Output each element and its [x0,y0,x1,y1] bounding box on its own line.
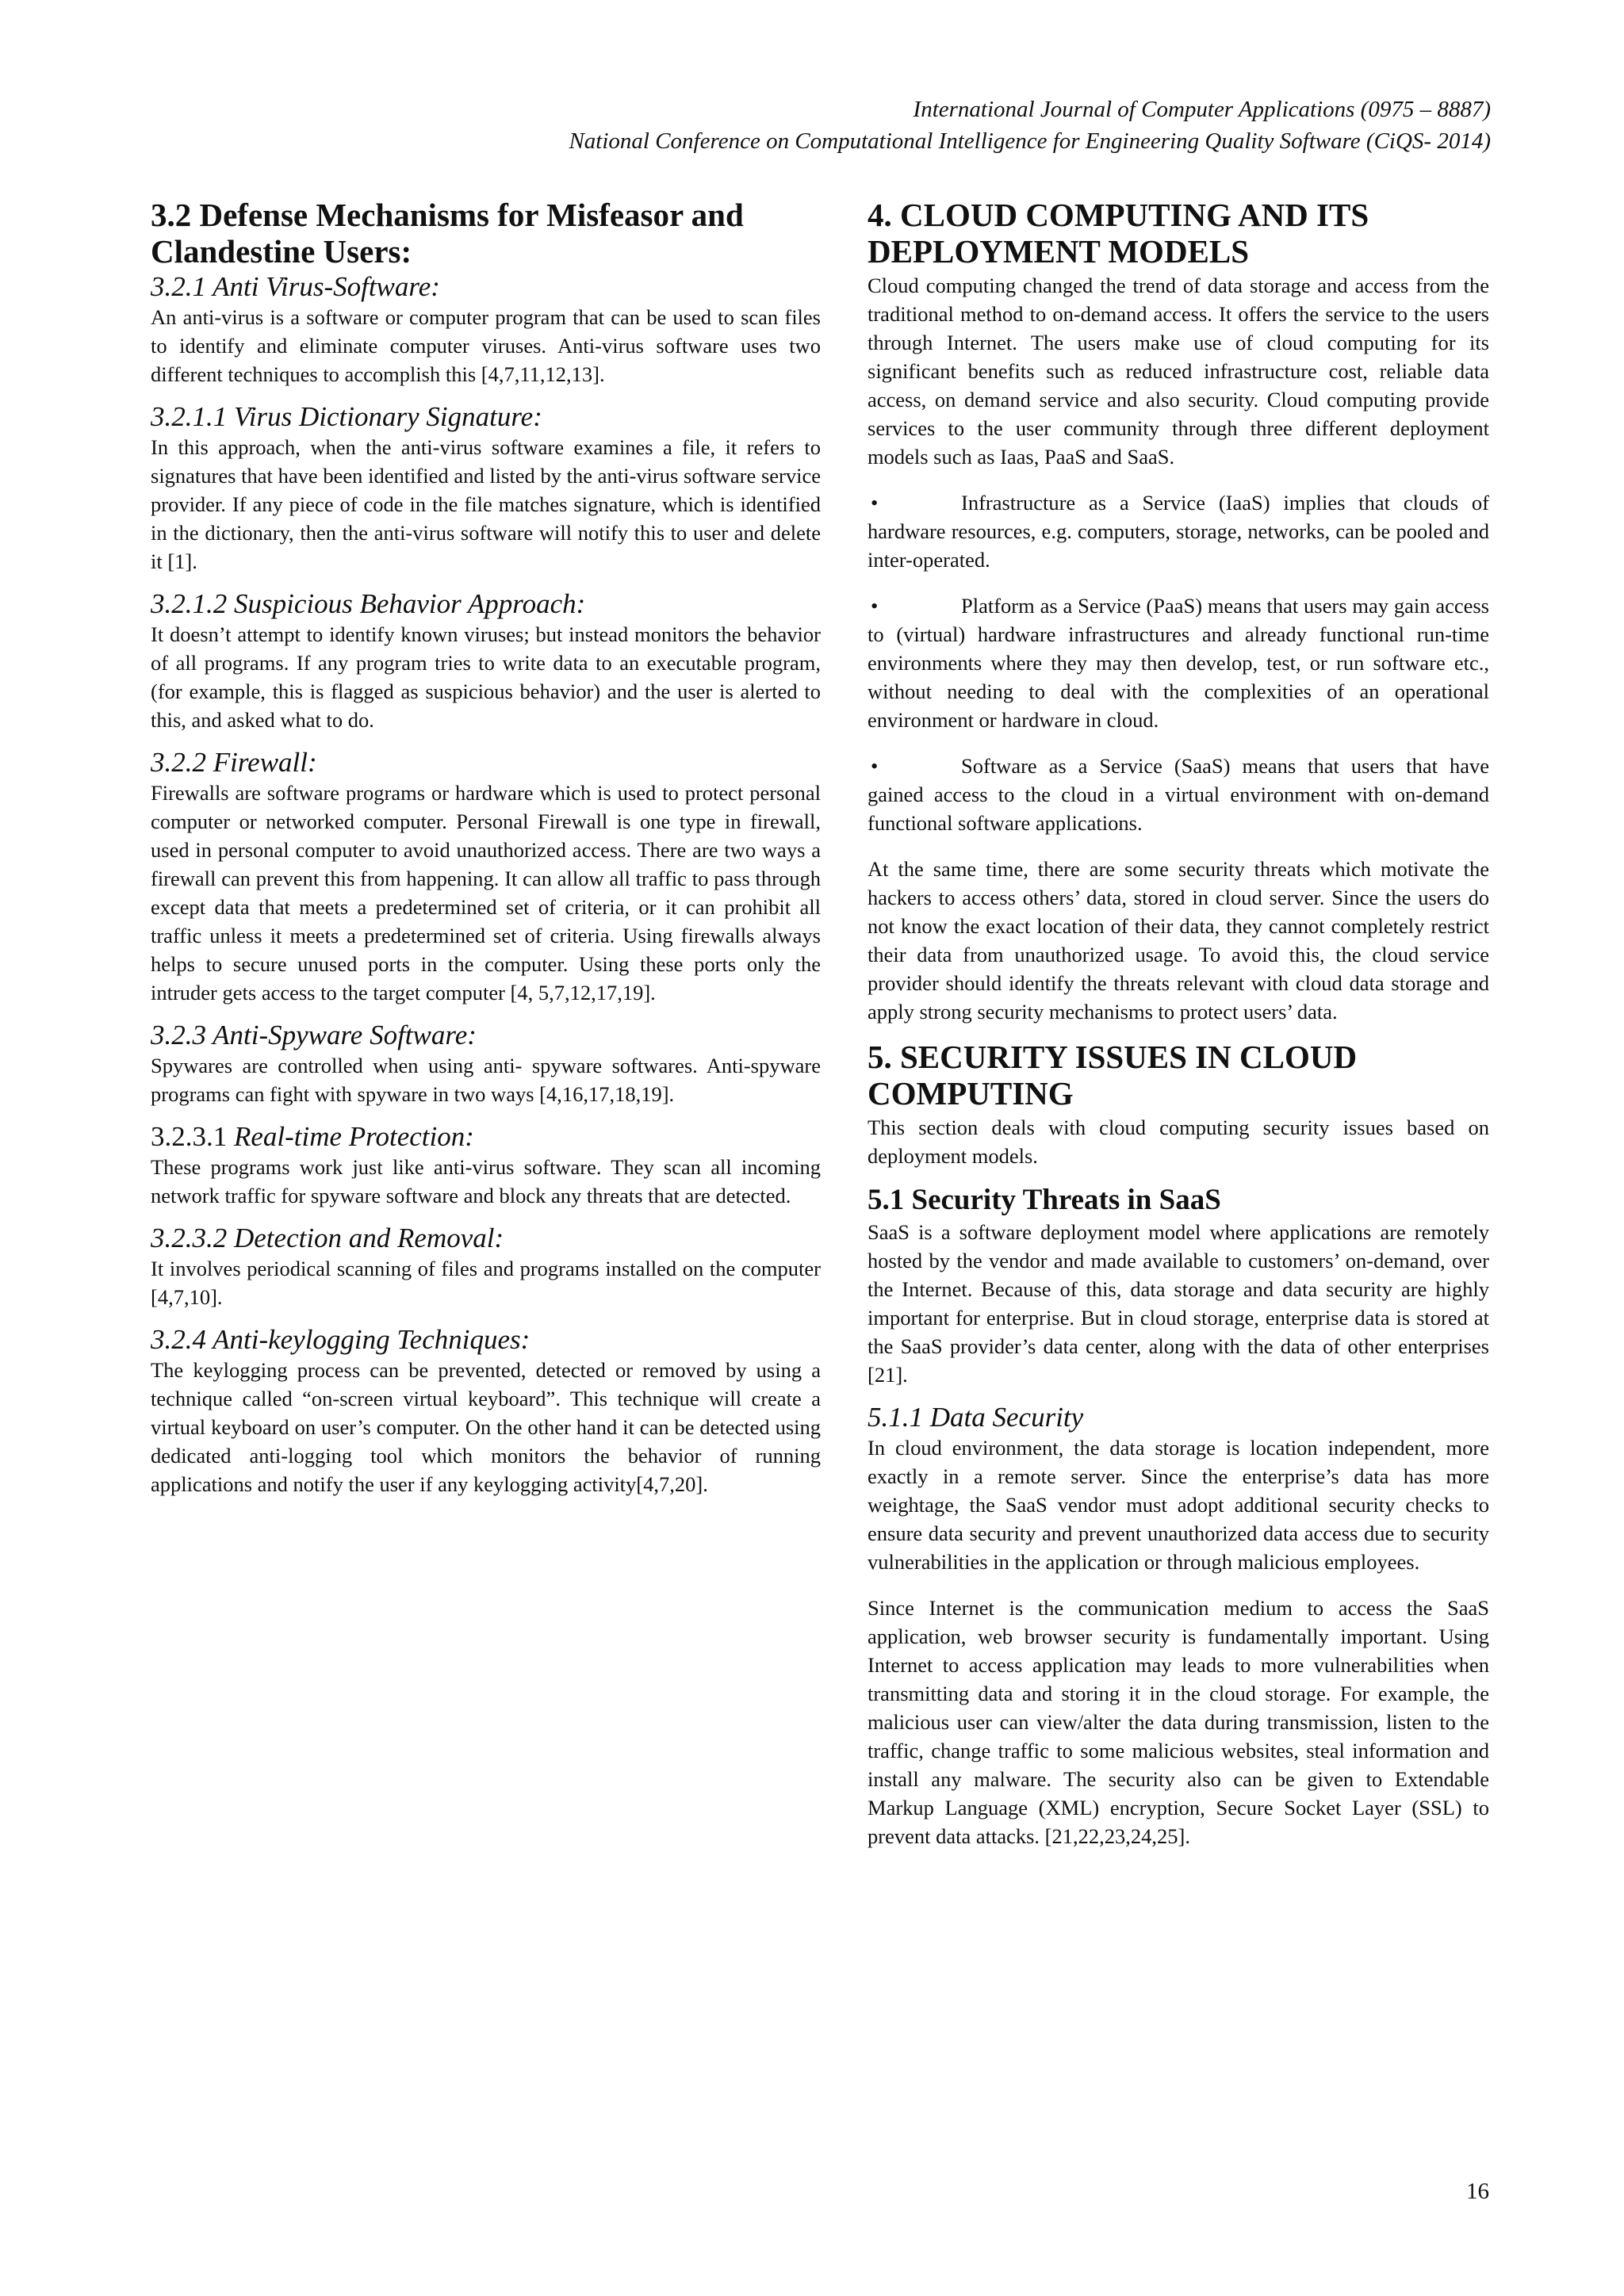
section-3-2-4-text: The keylogging process can be prevented, detected or removed by using a technique called “on-screen virtual keyboard”. This technique will create a virtual keyboard on user’s computer. On the other hand it can be detected using dedicated anti-logging tool which monitors the behavior of running applications and notify the user if any keylogging activity[4,7,20]. [151,1358,821,1496]
section-5-1-1-text: In cloud environment, the data storage is location independent, more exactly in a remote server. Since the enterprise’s data has more weightage, the SaaS vendor must adopt additional security checks to ensure data security and prevent unauthorized data access due to security vulnerabilities in the application or through malicious employees. [868,1436,1489,1574]
bullet-icon: • [871,754,879,778]
bullet-saas [868,752,1489,837]
section-3-2-2-text: Firewalls are software programs or hardware which is used to protect personal computer or networked computer. Personal Firewall is one type in firewall, used in personal computer to avoid unauthorized access. There are two ways a firewall can prevent this from happening. It can allow all traffic to pass through except data that meets a predetermined set of criteria, or it can prohibit all traffic unless it meets a predetermined set of criteria. Using firewalls always helps to secure unused ports in the computer. Using these ports only the intruder gets access to the target computer [4, 5,7,12,17,19]. [151,781,821,1004]
section-4-text: Cloud computing changed the trend of data storage and access from the traditional method to on-demand access. It offers the service to the users through Internet. The users make use of cloud computing for its significant benefits such as reduced infrastructure cost, reliable data access, on demand service and also security. Cloud computing provide services to the user community through three different deployment models such as Iaas, PaaS and SaaS. [868,274,1489,469]
section-5-1-heading: 5.1 Security Threats in SaaS [868,1184,1221,1216]
bullet-paas-text: Platform as a Service (PaaS) means that users may gain access to (virtual) hardware infrastructures and already functional run-time environments where they may then develop, test, or run software etc., without needing to deal with the complexities of an operational environment or hardware in cloud. [868,594,1489,732]
page-number: 16 [1466,2179,1489,2204]
bullet-paas [868,591,1489,734]
section-4-heading: 4. CLOUD COMPUTING AND ITS DEPLOYMENT MODELS [868,197,1369,270]
bullet-icon: • [871,491,879,515]
section-5-1-1-heading: 5.1.1 Data Security [868,1402,1084,1433]
conference-name: National Conference on Computational Intelligence for Engineering Quality Software (CiQS- 2014) [569,128,1491,154]
section-5-1-text: SaaS is a software deployment model where applications are remotely hosted by the vendor and made available to customers’ on-demand, over the Internet. Because of this, data storage and data security are highly important for enterprise. But in cloud storage, enterprise data is stored at the SaaS provider’s data center, along with the data of other enterprises [21]. [868,1220,1489,1387]
bullet-iaas [868,488,1489,574]
section-3-2-1-2-heading: 3.2.1.2 Suspicious Behavior Approach: [151,588,586,619]
section-3-2-3-1-number: 3.2.3.1 [151,1121,228,1152]
section-3-2-3-1-text: These programs work just like anti-virus software. They scan all incoming network traffic for spyware software and block any threats that are detected. [151,1155,821,1207]
section-3-2-3-text: Spywares are controlled when using anti- spyware softwares. Anti-spyware programs can fight with spyware in two ways [4,16,17,18,19]. [151,1054,821,1106]
section-5-text: This section deals with cloud computing security issues based on deployment models. [868,1115,1489,1168]
section-3-2-3-1-title: Real-time Protection: [234,1121,474,1152]
section-3-2-1-text: An anti-virus is a software or computer program that can be used to scan files to identify and eliminate computer viruses. Anti-virus software uses two different techniques to accomplish this [4,7,11,12,13]. [151,305,821,386]
section-5-1-1-text-2: Since Internet is the communication medium to access the SaaS application, web browser security is fundamentally important. Using Internet to access application may leads to more vulnerabilities when transmitting data and storing it in the cloud storage. For example, the malicious user can view/alter the data during transmission, listen to the traffic, change traffic to some malicious websites, steal information and install any malware. The security also can be given to Extendable Markup Language (XML) encryption, Secure Socket Layer (SSL) to prevent data attacks. [21,22,23,24,25]. [868,1596,1489,1848]
bullet-saas-text: Software as a Service (SaaS) means that users that have gained access to the cloud in a virtual environment with on-demand functional software applications. [868,754,1489,835]
section-3-2-4-heading: 3.2.4 Anti-keylogging Techniques: [151,1324,530,1355]
section-3-2-1-2-text: It doesn’t attempt to identify known viruses; but instead monitors the behavior of all programs. If any program tries to write data to an executable program, (for example, this is flagged as suspicious behavior) and the user is alerted to this, and asked what to do. [151,622,821,732]
section-3-2-heading: 3.2 Defense Mechanisms for Misfeasor and Clandestine Users: [151,197,744,270]
section-3-2-2-heading: 3.2.2 Firewall: [151,747,317,778]
section-3-2-3-heading: 3.2.3 Anti-Spyware Software: [151,1020,477,1050]
section-3-2-3-2-text: It involves periodical scanning of files and programs installed on the computer [4,7,10]. [151,1257,821,1309]
section-5-heading: 5. SECURITY ISSUES IN CLOUD COMPUTING [868,1039,1358,1112]
section-4-text-2: At the same time, there are some security threats which motivate the hackers to access others’ data, stored in cloud server. Since the users do not know the exact location of their data, they cannot completely restrict their data from unauthorized usage. To avoid this, the cloud service provider should identify the threats relevant with cloud data storage and apply strong security mechanisms to protect users’ data. [868,857,1489,1024]
section-3-2-1-heading: 3.2.1 Anti Virus-Software: [151,271,440,302]
journal-name: International Journal of Computer Applications (0975 – 8887) [913,97,1491,122]
section-3-2-1-1-text: In this approach, when the anti-virus software examines a file, it refers to signatures that have been identified and listed by the anti-virus software service provider. If any piece of code in the file matches signature, which is identified in the dictionary, then the anti-virus software will notify this to user and delete it [1]. [151,435,821,573]
bullet-iaas-text: Infrastructure as a Service (IaaS) implies that clouds of hardware resources, e.g. computers, storage, networks, can be pooled and inter-operated. [868,491,1489,572]
section-3-2-1-1-heading: 3.2.1.1 Virus Dictionary Signature: [151,401,542,432]
right-column [868,197,1489,1850]
section-3-2-3-1-heading [151,1121,821,1153]
section-3-2-3-2-heading: 3.2.3.2 Detection and Removal: [151,1223,504,1253]
running-header [569,94,1491,157]
left-column [151,197,821,1498]
bullet-icon: • [871,594,879,618]
